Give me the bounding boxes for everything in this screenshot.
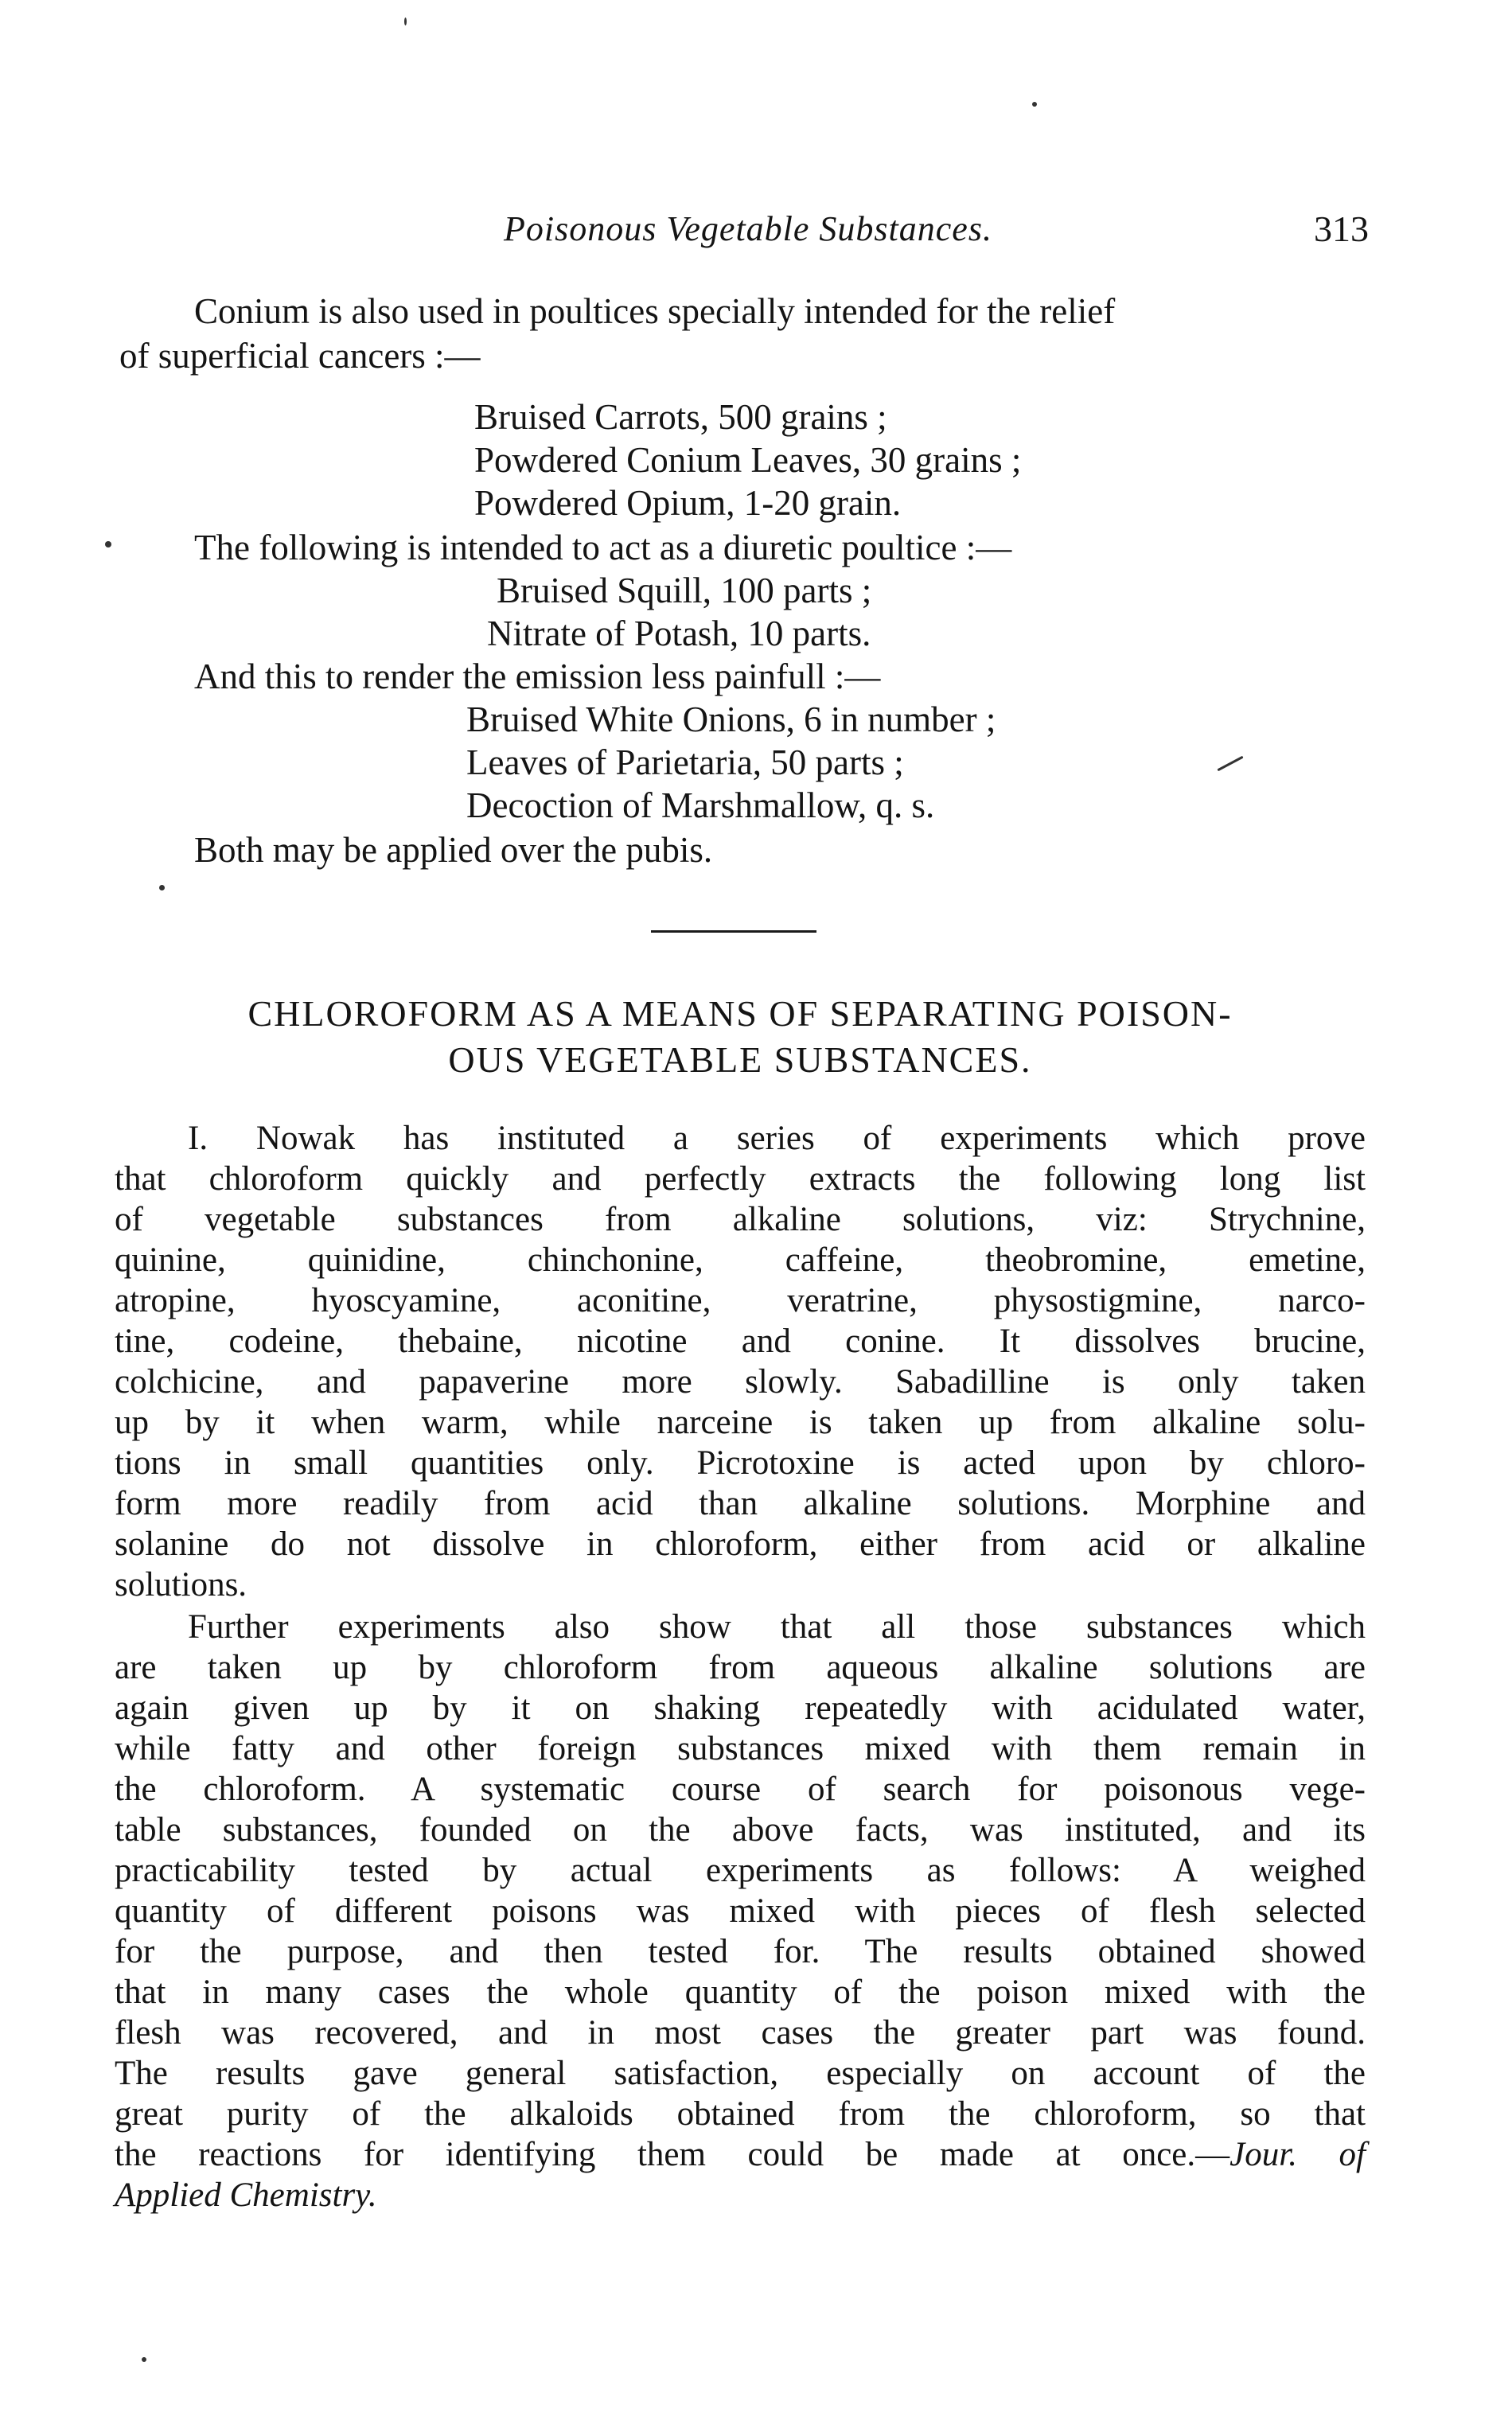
recipe2-item: Bruised Squill, 100 parts ; [497, 571, 872, 610]
recipe1-item: Powdered Conium Leaves, 30 grains ; [474, 440, 1022, 480]
paragraph-line: for the purpose, and then tested for. The results obtained showed [115, 1933, 1366, 1970]
diuretic-intro: The following is intended to act as a diuretic poultice :— [194, 528, 1012, 567]
paragraph-line: quinine, quinidine, chinchonine, caffeine, theobromine, emetine, [115, 1241, 1366, 1279]
paragraph-line: that in many cases the whole quantity of the poison mixed with the [115, 1974, 1366, 2011]
running-title: Poisonous Vegetable Substances. [504, 209, 992, 248]
recipe2-item: Nitrate of Potash, 10 parts. [487, 614, 871, 653]
print-speck [404, 18, 407, 25]
paragraph-line: great purity of the alkaloids obtained from the chloroform, so that [115, 2095, 1366, 2133]
paragraph-line: that chloroform quickly and perfectly extracts the following long list [115, 1160, 1366, 1198]
paragraph-line: flesh was recovered, and in most cases the greater part was found. [115, 2014, 1366, 2052]
running-head [111, 205, 1369, 253]
paragraph-line: Further experiments also show that all those substances which [188, 1608, 1366, 1646]
intro-line-1: Conium is also used in poultices specially intended for the relief [194, 291, 1116, 331]
print-speck [142, 2357, 146, 2362]
paragraph-line: the chloroform. A systematic course of search for poisonous vege- [115, 1771, 1366, 1808]
paragraph-line: tine, codeine, thebaine, nicotine and conine. It dissolves brucine, [115, 1323, 1366, 1360]
article-paragraph-2 [115, 1607, 1366, 2215]
citation-journal: Jour. of [1229, 2136, 1366, 2173]
closing-line: Both may be applied over the pubis. [194, 830, 713, 870]
recipe3-item: Bruised White Onions, 6 in number ; [466, 699, 996, 739]
paragraph-line: are taken up by chloroform from aqueous alkaline solutions are [115, 1649, 1366, 1686]
paragraph-line: practicability tested by actual experiments as follows: A weighed [115, 1852, 1366, 1889]
page-number: 313 [1314, 208, 1369, 249]
intro-line-2: of superficial cancers :— [119, 336, 481, 376]
paragraph-line: atropine, hyoscyamine, aconitine, veratrine, physostigmine, narco- [115, 1282, 1366, 1319]
recipe1-item: Bruised Carrots, 500 grains ; [474, 397, 887, 437]
paragraph-line: solanine do not dissolve in chloroform, either from acid or alkaline [115, 1526, 1366, 1563]
recipe3-item: Decoction of Marshmallow, q. s. [466, 785, 935, 825]
print-speck [159, 885, 165, 890]
section-divider [651, 930, 816, 933]
paragraph-line: solutions. [115, 1566, 247, 1604]
print-speck [1032, 102, 1037, 107]
article-paragraph-1 [115, 1118, 1366, 1605]
painful-intro: And this to render the emission less painfull :— [194, 657, 881, 696]
paragraph-line: I. Nowak has instituted a series of experiments which prove [188, 1120, 1366, 1157]
recipe1-item: Powdered Opium, 1-20 grain. [474, 483, 902, 523]
article-heading-line-2: OUS VEGETABLE SUBSTANCES. [448, 1039, 1032, 1080]
recipe3-item: Leaves of Parietaria, 50 parts ; [466, 742, 904, 782]
paragraph-line: table substances, founded on the above facts, was instituted, and its [115, 1811, 1366, 1849]
paragraph-line: The results gave general satisfaction, especially on account of the [115, 2055, 1366, 2092]
print-speck [1217, 756, 1243, 772]
paragraph-line-with-citation [115, 2134, 1366, 2175]
paragraph-line: of vegetable substances from alkaline solutions, viz: Strychnine, [115, 1201, 1366, 1238]
paragraph-line: quantity of different poisons was mixed with pieces of flesh selected [115, 1892, 1366, 1930]
paragraph-line: while fatty and other foreign substances mixed with them remain in [115, 1730, 1366, 1767]
paragraph-line: colchicine, and papaverine more slowly. Sabadilline is only taken [115, 1363, 1366, 1401]
paragraph-line: form more readily from acid than alkaline solutions. Morphine and [115, 1485, 1366, 1522]
article-heading-line-1: CHLOROFORM AS A MEANS OF SEPARATING POISON- [247, 993, 1233, 1034]
paragraph-line: again given up by it on shaking repeatedly with acidulated water, [115, 1689, 1366, 1727]
paragraph-line: tions in small quantities only. Picrotoxine is acted upon by chloro- [115, 1444, 1366, 1482]
citation-source: Applied Chemistry. [115, 2176, 377, 2214]
paragraph-line-text: the reactions for identifying them could be made at once.— [115, 2136, 1230, 2173]
print-speck [105, 541, 111, 547]
paragraph-line: up by it when warm, while narceine is taken up from alkaline solu- [115, 1404, 1366, 1441]
